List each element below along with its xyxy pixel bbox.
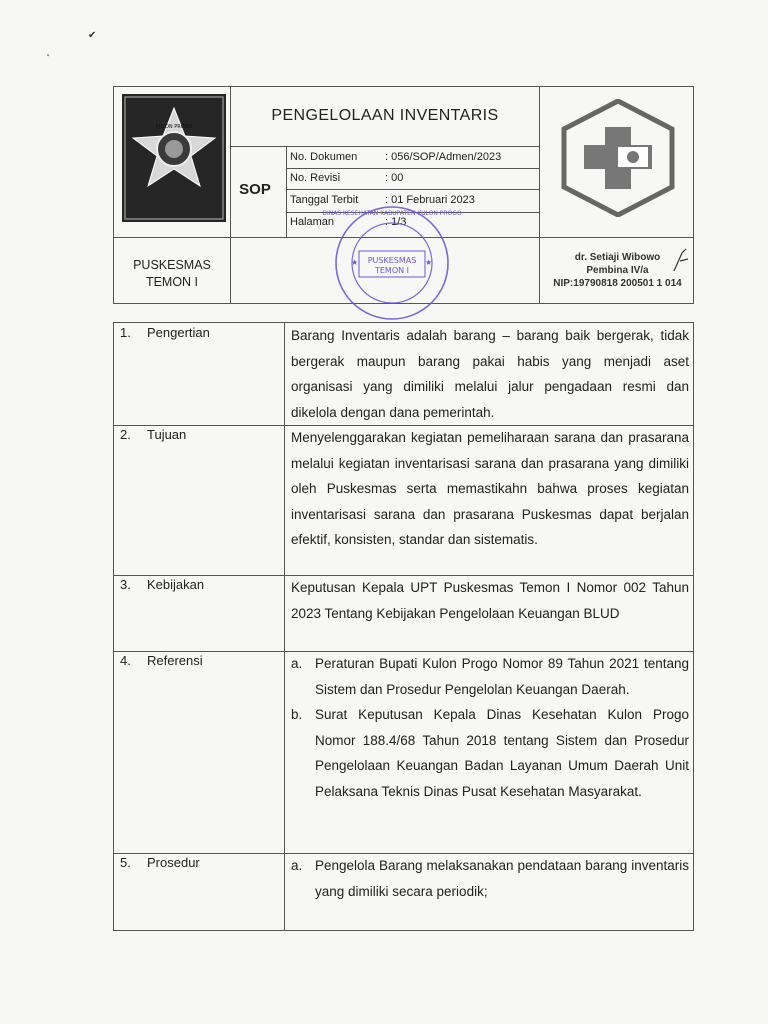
org-name: PUSKESMAS TEMON I: [133, 258, 211, 289]
section-text: Keputusan Kepala UPT Puskesmas Temon I Nomor 002 Tahun 2023 Tentang Kebijakan Pengelolaan Keuangan BLUD: [291, 580, 689, 621]
signature: [670, 247, 692, 275]
section-row: 5. Prosedur a. Pengelola Barang melaksanakan pendataan barang inventaris yang dimiliki secara periodik;: [114, 853, 693, 930]
list-item: a. Pengelola Barang melaksanakan pendataan barang inventaris yang dimiliki secara periodik;: [291, 858, 689, 899]
document-title: PENGELOLAAN INVENTARIS: [271, 107, 499, 124]
section-row: 2. Tujuan Menyelenggarakan kegiatan pemeliharaan sarana dan prasarana melalui kegiatan inventarisasi sarana dan prasarana yang dimiliki oleh Puskesmas serta memastikahn bahwa proses kegiatan inventarisasi sarana dan prasarana Puskesmas dapat berjalan efektif, konsisten, standar dan sistematis.: [114, 425, 693, 575]
health-cross-logo: [558, 99, 678, 222]
kulon-progo-logo: [122, 94, 226, 222]
sop-label: SOP: [239, 181, 271, 198]
meta-row-revision: No. Revisi : 00: [290, 172, 404, 184]
signer-name: dr. Setiaji Wibowo: [574, 252, 661, 263]
meta-row-issue-date: Tanggal Terbit : 01 Februari 2023: [290, 194, 475, 206]
stamp-inner-line1: PUSKESMAS: [367, 256, 417, 265]
sop-content-table: [113, 322, 694, 931]
signer-nip: NIP:19790818 200501 1 014: [553, 278, 682, 289]
stamp-inner-line2: TEMON I: [374, 266, 410, 275]
section-text: Barang Inventaris adalah barang – barang baik bergerak, tidak bergerak maupun barang pakai habis yang menjadi aset organisasi yang dimiliki melalui jalur pengadaan resmi dan dikelola dengan dana pemerintah.: [291, 328, 689, 420]
section-row: 1. Pengertian Barang Inventaris adalah barang – barang baik bergerak, tidak bergerak maupun barang pakai habis yang menjadi aset organisasi yang dimiliki melalui jalur pengadaan resmi dan dikelola dengan dana pemerintah.: [114, 323, 693, 425]
list-item: b. Surat Keputusan Kepala Dinas Kesehatan Kulon Progo Nomor 188.4/68 Tahun 2018 tentang Sistem dan Prosedur Pengelolaan Keuangan Badan Layanan Umum Daerah Unit Pelaksana Teknis Dinas Pusat Kesehatan Masyarakat.: [291, 707, 689, 799]
official-stamp: [321, 205, 463, 326]
logo-text: KULON PROGO: [155, 124, 193, 130]
section-label: Prosedur: [147, 855, 200, 870]
section-label: Pengertian: [147, 325, 210, 340]
section-label: Kebijakan: [147, 577, 205, 592]
section-label: Tujuan: [147, 427, 187, 442]
signer-rank: Pembina IV/a: [586, 265, 649, 276]
scan-mark: ✔: [88, 30, 97, 41]
meta-row-doc-number: No. Dokumen : 056/SOP/Admen/2023: [290, 151, 502, 163]
meta-row-page: Halaman : 1/3: [290, 216, 407, 228]
section-list: [291, 853, 689, 904]
svg-text:★: ★: [425, 258, 433, 267]
list-item: a. Peraturan Bupati Kulon Progo Nomor 89 Tahun 2021 tentang Sistem dan Prosedur Pengelolan Keuangan Daerah.: [291, 656, 689, 697]
svg-text:★: ★: [351, 258, 359, 267]
section-row: 3. Kebijakan Keputusan Kepala UPT Puskesmas Temon I Nomor 002 Tahun 2023 Tentang Kebijakan Pengelolaan Keuangan BLUD: [114, 575, 693, 651]
section-list: [291, 651, 689, 804]
section-label: Referensi: [147, 653, 203, 668]
sop-header-table: [113, 86, 694, 304]
scan-mark: ˛: [47, 46, 51, 57]
stamp-outer-text: DINAS KESEHATAN KABUPATEN KULON PROGO: [322, 210, 462, 217]
section-text: Menyelenggarakan kegiatan pemeliharaan sarana dan prasarana melalui kegiatan inventarisasi sarana dan prasarana yang dimiliki oleh Puskesmas serta memastikahn bahwa proses kegiatan inventarisasi sarana dan prasarana Puskesmas dapat berjalan efektif, konsisten, standar dan sistematis.: [291, 430, 689, 547]
section-row: 4. Referensi a. Peraturan Bupati Kulon Progo Nomor 89 Tahun 2021 tentang Sistem dan Prosedur Pengelolan Keuangan Daerah. b. Surat Keputusan Kepala Dinas Kesehatan Kulon Progo Nomor 188.4/68 Tahun 2018 tentang Sistem dan Prosedur Pengelolaan Keuangan Badan Layanan Umum Daerah Unit Pelaksana Teknis Dinas Pusat Kesehatan Masyarakat.: [114, 651, 693, 853]
